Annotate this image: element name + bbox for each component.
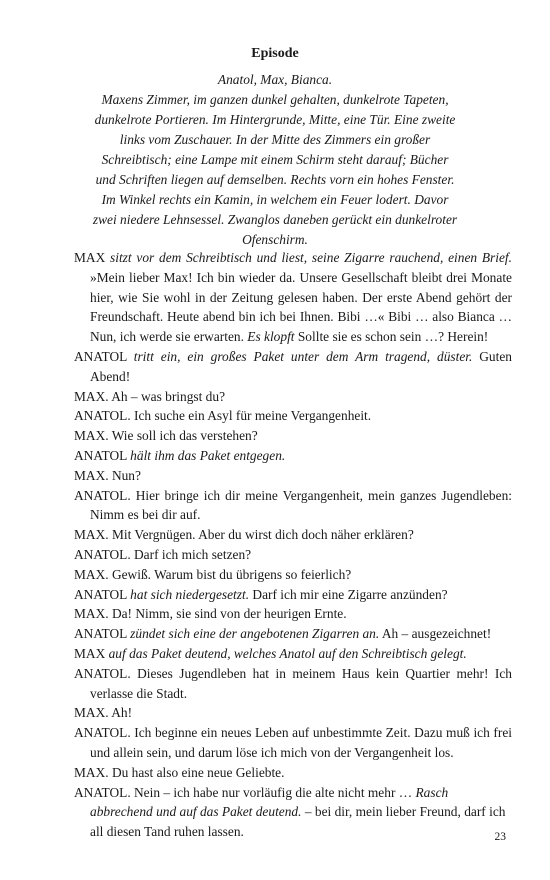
speech-run: MAX [74,250,111,265]
page-number: 23 [494,831,506,843]
speech-run: – bei dir, mein lieber Freund, darf ich all diesen Tand ruhen lassen. [90,804,506,840]
stage-direction-line: Maxens Zimmer, im ganzen dunkel gehalten, dunkelrote Tapeten, [101,92,449,107]
speech-run: ANATOL. Nein – ich habe nur vorläufig die alte nicht mehr … [74,784,416,800]
speech-run: Darf ich mir eine Zigarre anzünden? [249,586,448,602]
speech-run: MAX [74,645,109,661]
speech-run: ANATOL. Ich suche ein Asyl für meine Vergangenheit. [74,408,372,424]
dialogue-paragraph [74,387,512,407]
dialogue-paragraph [74,763,512,783]
dialogue-paragraph [74,466,512,486]
stage-direction-run: hält ihm das Paket entgegen. [130,447,286,463]
speech-run: ANATOL. Ich beginne ein neues Leben auf unbestimmte Zeit. Dazu muß ich frei und allein sein, und darum löse ich mich von der Vergangenheit los. [74,725,512,760]
dialogue-paragraph [74,624,512,644]
speech-run: Guten Abend! [90,348,512,384]
dialogue-paragraph [74,347,512,387]
dialogue-paragraph [74,406,512,426]
scene-title: Episode [251,46,299,61]
stage-direction-line: und Schriften liegen auf demselben. Rechts vorn ein hohes Fenster. [95,172,455,187]
stage-direction-run: zündet sich eine der angebotenen Zigarren an. [130,626,380,642]
dialogue-paragraph [74,585,512,605]
speech-run: ANATOL [74,447,131,463]
speech-run: MAX. Ah – was bringst du? [74,388,226,404]
speech-run: ANATOL [74,586,131,602]
dialogue-paragraph [74,644,512,664]
stage-direction-run: Rasch abbrechend und auf das Paket deutend. [90,784,449,820]
speech-run: MAX. Gewiß. Warum bist du übrigens so feierlich? [74,566,352,582]
speech-run: Sollte sie es schon sein …? Herein! [294,329,489,345]
stage-direction-line: links vom Zuschauer. In der Mitte des Zimmers ein großer [119,132,431,147]
speech-run: ANATOL. Hier bringe ich dir meine Vergangenheit, mein ganzes Jugendleben: Nimm es bei dir auf. [74,487,512,523]
dialogue-paragraph [74,723,512,763]
dialogue-paragraph [74,545,512,565]
speech-run: MAX. Du hast also eine neue Geliebte. [74,764,285,780]
dialogue-paragraph [74,426,512,446]
stage-directions [70,70,480,250]
stage-direction-line: Im Winkel rechts ein Kamin, in welchem ein Feuer lodert. Davor [101,192,449,207]
speech-run: ANATOL [74,348,134,364]
dialogue-paragraph [74,525,512,545]
stage-direction-run: tritt ein, ein großes Paket unter dem Arm tragend, düster. [133,348,473,364]
dialogue-paragraph [74,486,512,526]
speech-run: MAX. Mit Vergnügen. Aber du wirst dich doch näher erklären? [74,527,414,543]
speech-run: ANATOL [74,626,131,642]
stage-direction-line: zwei niedere Lehnsessel. Zwanglos daneben gerückt ein dunkelroter [92,212,458,227]
speech-run: »Mein lieber Max! Ich bin wieder da. Unsere Gesellschaft bleibt drei Monate hier, wie Sie wohl in der Zeitung gelesen haben. Der erste Abend gehört der Freundschaft. Heute abend bin ich bei Ihnen. Bibi …« Bibi … also Bianca … Nun, ich werde sie erwarten. [90,269,512,345]
speech-run: MAX. Da! Nimm, sie sind von der heurigen Ernte. [74,606,347,622]
stage-direction-line: dunkelrote Portieren. Im Hintergrunde, Mitte, eine Tür. Eine zweite [94,112,456,127]
stage-direction-line: Ofenschirm. [242,232,308,247]
stage-direction-run: hat sich niedergesetzt. [130,586,250,602]
dialogue-block [74,248,512,842]
stage-direction-line: Schreibtisch; eine Lampe mit einem Schirm steht darauf; Bücher [101,152,449,167]
stage-direction-line: Anatol, Max, Bianca. [217,72,333,87]
stage-direction-run: Es klopft [247,329,295,345]
dialogue-paragraph [74,604,512,624]
dialogue-paragraph [74,664,512,704]
stage-direction-run: sitzt vor dem Schreibtisch und liest, seine Zigarre rauchend, einen Brief. [110,250,512,265]
speech-run: MAX. Ah! [74,705,133,721]
dialogue-paragraph [74,703,512,723]
speech-run: ANATOL. Darf ich mich setzen? [74,546,252,562]
speech-run: MAX. Nun? [74,467,141,483]
speech-run: MAX. Wie soll ich das verstehen? [74,428,258,444]
dialogue-paragraph [74,783,512,842]
dialogue-paragraph [74,446,512,466]
dialogue-paragraph [74,565,512,585]
speech-run: ANATOL. Dieses Jugendleben hat in meinem Haus kein Quartier mehr! Ich verlasse die Stadt. [74,665,512,701]
dialogue-paragraph [74,248,512,347]
speech-run: Ah – ausgezeichnet! [379,626,492,642]
stage-direction-run: auf das Paket deutend, welches Anatol auf den Schreibtisch gelegt. [108,645,467,661]
